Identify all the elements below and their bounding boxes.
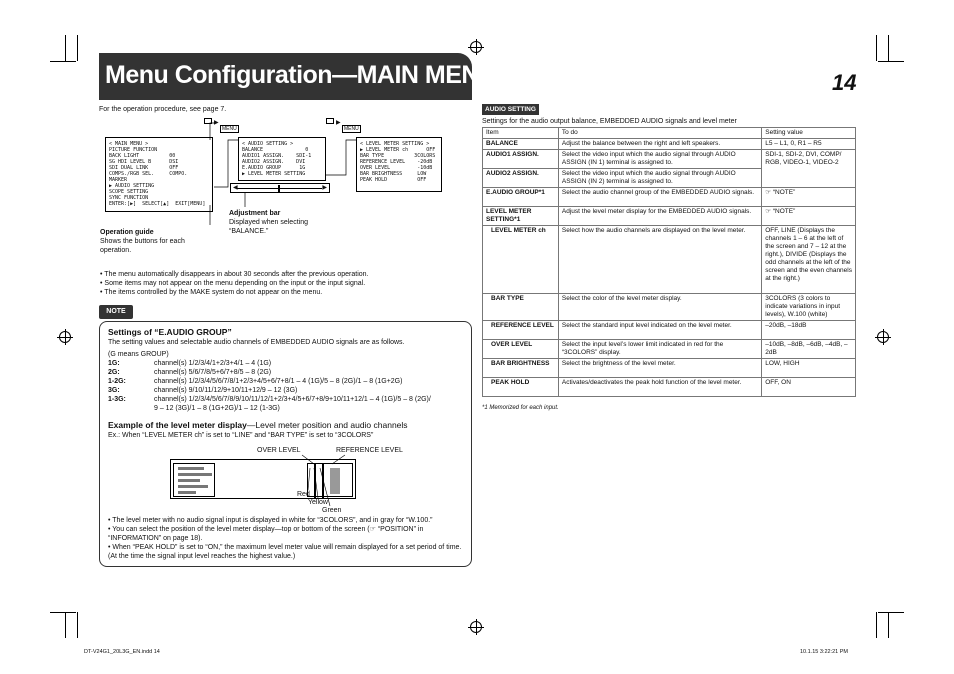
menu-line: ▶ LEVEL METER SETTING [242, 171, 306, 177]
adjustment-bar-title: Adjustment bar [229, 210, 281, 217]
cell-value: L5 – L1, 0, R1 – R5 [762, 139, 856, 150]
menu-line: BAR BRIGHTNESS LOW [360, 171, 427, 177]
example-heading [108, 420, 468, 431]
menu-line: BALANCE 0 [242, 147, 309, 153]
menu-line: REFERENCE LEVEL -20dB [360, 159, 433, 165]
title-bar [99, 53, 555, 100]
crop-mark [878, 61, 904, 62]
menu-button-icon: ▶ MENU [324, 118, 369, 134]
menu-line: AUDIO1 ASSIGN. SDI-1 [242, 153, 312, 159]
example-subtitle: —Level meter position and audio channels [246, 420, 408, 430]
cell-todo: Select the standard input level indicated on the level meter. [558, 321, 761, 340]
cell-item: AUDIO1 ASSIGN. [483, 150, 559, 169]
footer-file: DT-V24G1_20L3G_EN.indd 14 [84, 649, 160, 655]
table-row [483, 150, 856, 169]
menu-line: OVER LEVEL -10dB [360, 165, 433, 171]
adjustment-bar: ◀ ▶ [230, 183, 330, 193]
crop-mark [878, 612, 904, 613]
menu-line: SYNC FUNCTION [109, 195, 149, 201]
table-row [483, 321, 856, 340]
group-key: 3G: [108, 387, 120, 394]
group-value: channel(s) 9/10/11/12/9+10/11+12/9 – 12 (3G) [154, 387, 298, 394]
page-number: 14 [832, 70, 857, 95]
list-item: • The menu automatically disappears in about 30 seconds after the previous operation. [100, 271, 369, 278]
menu-line: PEAK HOLD OFF [360, 177, 427, 183]
crop-mark [876, 612, 877, 638]
note-label: NOTE [99, 305, 133, 319]
cell-value: ☞ “NOTE” [762, 188, 856, 207]
menu-line: MARKER [109, 177, 128, 183]
group-key: 1-3G: [108, 396, 126, 403]
list-item: • Some items may not appear on the menu depending on the input or the input signal. [100, 280, 366, 287]
registration-mark-icon [470, 621, 482, 633]
operation-guide-desc: Shows the buttons for each operation. [100, 238, 185, 254]
crop-mark [50, 612, 76, 613]
table-row [483, 294, 856, 321]
menu-line: < LEVEL METER SETTING > [360, 141, 430, 147]
cell-value: 3COLORS (3 colors to indicate variations in input levels), W.100 (white) [762, 294, 856, 321]
g-means: (G means GROUP) [108, 351, 169, 358]
menu-line: COMPS./RGB SEL. COMPO. [109, 171, 188, 177]
list-item: • The level meter with no audio signal input is displayed in white for “3COLORS”, and in gray for “W.100.” [108, 517, 433, 524]
cell-item: LEVEL METER SETTING*1 [483, 207, 559, 226]
crop-mark [888, 612, 889, 638]
crop-mark [50, 61, 76, 62]
list-item: • When “PEAK HOLD” is set to “ON,” the maximum level meter value will remain displayed for a set period of time. (At the time the signal input level reaches the highest value.) [108, 544, 462, 560]
group-key: 1-2G: [108, 378, 126, 385]
group-row [108, 404, 468, 413]
menu-line: ▶ AUDIO SETTING [109, 183, 155, 189]
title-main: Menu Configuration—MAIN MENU [105, 61, 497, 89]
note-content [108, 327, 468, 440]
group-list [108, 359, 468, 413]
group-key [108, 404, 154, 413]
menu-line: < AUDIO SETTING > [242, 141, 294, 147]
group-value: channel(s) 1/2/3/4/1+2/3+4/1 – 4 (1G) [154, 360, 272, 367]
title-cont: (cont.) [502, 67, 555, 87]
crop-mark [888, 35, 889, 61]
group-key: 2G: [108, 369, 120, 376]
yellow-label: Yellow [308, 499, 328, 506]
cell-todo: Activates/deactivates the peak hold function of the level meter. [558, 378, 761, 397]
crop-mark [65, 612, 66, 638]
menu-line: AUDIO2 ASSIGN. DVI [242, 159, 306, 165]
adjustment-bar-desc: Displayed when selecting “BALANCE.” [229, 219, 308, 235]
footer-date: 10.1.15 3:22:21 PM [800, 649, 849, 655]
table-row [483, 359, 856, 378]
group-row [108, 359, 468, 368]
menu-line: SG HDI LEVEL B DSI [109, 159, 179, 165]
cell-value: OFF, LINE (Displays the channels 1 – 6 at the left of the screen and 7 – 12 at the right.), DIVIDE (Displays the odd channels at the left of the screen and the even channels at the right.) [762, 226, 856, 294]
group-row [108, 377, 468, 386]
group-row [108, 368, 468, 377]
header-value: Setting value [762, 128, 856, 139]
cell-item: OVER LEVEL [483, 340, 559, 359]
cell-item: BAR BRIGHTNESS [483, 359, 559, 378]
registration-mark-icon [59, 331, 71, 343]
registration-mark-icon [470, 41, 482, 53]
audio-setting-label: AUDIO SETTING [482, 104, 539, 115]
menu-line: PICTURE FUNCTION [109, 147, 158, 153]
menu-key-label: MENU [344, 126, 359, 132]
table-row [483, 207, 856, 226]
cell-todo: Select the video input which the audio signal through AUDIO ASSIGN (IN 2) terminal is assigned to. [558, 169, 761, 188]
table-row [483, 139, 856, 150]
settings-title: Settings of “E.AUDIO GROUP” [108, 327, 232, 337]
operation-guide-caption [100, 228, 200, 255]
table-row [483, 188, 856, 207]
group-value: channel(s) 1/2/3/4/5/6/7/8/1+2/3+4/5+6/7+8/1 – 4 (1G)/5 – 8 (2G)/1 – 8 (1G+2G) [154, 378, 403, 385]
list-item: • You can select the position of the level meter display—top or bottom of the screen (☞ “POSITION” in “INFORMATION” on page 18). [108, 526, 424, 542]
menu-line: SDI DUAL LINK OFF [109, 165, 179, 171]
cell-item: REFERENCE LEVEL [483, 321, 559, 340]
cell-todo: Select the audio channel group of the EMBEDDED AUDIO signals. [558, 188, 761, 207]
table-row [483, 340, 856, 359]
group-value: channel(s) 5/6/7/8/5+6/7+8/5 – 8 (2G) [154, 369, 272, 376]
header-todo: To do [558, 128, 761, 139]
audio-setting-table [482, 127, 856, 397]
page-title [105, 61, 554, 90]
audio-setting-desc: Settings for the audio output balance, EMBEDDED AUDIO signals and level meter [482, 118, 737, 125]
crop-mark [77, 35, 78, 61]
group-value: channel(s) 1/2/3/4/5/6/7/8/9/10/11/12/1+2/3+4/5+6/7+8/9+10/11+12/1 – 4 (1G)/5 – 8 (2G)/ [154, 396, 431, 403]
menu-key-label: MENU [222, 126, 237, 132]
cell-value: –20dB, –18dB [762, 321, 856, 340]
group-row [108, 395, 468, 404]
red-label: Red [297, 491, 310, 498]
reference-level-label: REFERENCE LEVEL [336, 447, 403, 454]
menu-line: BAR TYPE 3COLORS [360, 153, 436, 159]
list-item: • The items controlled by the MAKE system do not appear on the menu. [100, 289, 323, 296]
example-title: Example of the level meter display [108, 420, 247, 430]
menu-line: E.AUDIO GROUP 1G [242, 165, 306, 171]
registration-mark-icon [877, 331, 889, 343]
green-label: Green [322, 507, 342, 514]
table-row [483, 226, 856, 294]
example-desc: Ex.: When “LEVEL METER ch” is set to “LINE” and “BAR TYPE” is set to “3COLORS” [108, 432, 374, 439]
menu-bullets [100, 270, 470, 297]
cell-value: ☞ “NOTE” [762, 207, 856, 226]
cell-todo: Select the brightness of the level meter. [558, 359, 761, 378]
operation-guide-title: Operation guide [100, 229, 154, 236]
cell-value: OFF, ON [762, 378, 856, 397]
cell-todo: Adjust the level meter display for the EMBEDDED AUDIO signals. [558, 207, 761, 226]
table-body [483, 139, 856, 397]
table-header-row [483, 128, 856, 139]
cell-todo: Select the video input which the audio signal through AUDIO ASSIGN (IN 1) terminal is assigned to. [558, 150, 761, 169]
cell-item: LEVEL METER ch [483, 226, 559, 294]
menu-line: SCOPE SETTING [109, 189, 149, 195]
group-key: 1G: [108, 360, 120, 367]
group-row [108, 386, 468, 395]
cell-item: AUDIO2 ASSIGN. [483, 169, 559, 188]
cell-value: SDI-1, SDI-2, DVI, COMP/ RGB, VIDEO-1, VIDEO-2 [762, 150, 856, 188]
over-level-label: OVER LEVEL [257, 447, 301, 454]
adjustment-bar-caption [229, 209, 329, 236]
cell-item: BAR TYPE [483, 294, 559, 321]
cell-value: LOW, HIGH [762, 359, 856, 378]
crop-mark [77, 612, 78, 638]
crop-mark [876, 35, 877, 61]
cell-item: PEAK HOLD [483, 378, 559, 397]
cell-value: –10dB, –8dB, –6dB, –4dB, –2dB [762, 340, 856, 359]
menu-line: ▶ LEVEL METER ch OFF [360, 147, 436, 153]
cell-item: BALANCE [483, 139, 559, 150]
crop-mark [65, 35, 66, 61]
cell-todo: Select how the audio channels are displayed on the level meter. [558, 226, 761, 294]
footnote: *1 Memorized for each input. [482, 405, 559, 411]
table-row [483, 378, 856, 397]
left-meter [173, 463, 215, 497]
settings-desc: The setting values and selectable audio channels of EMBEDDED AUDIO signals are as follows. [108, 339, 405, 346]
note-bullets [108, 516, 466, 561]
group-value: 9 – 12 (3G)/1 – 8 (1G+2G)/1 – 12 (1-3G) [154, 405, 280, 412]
intro-text: For the operation procedure, see page 7. [99, 106, 227, 113]
cell-todo: Select the input level’s lower limit indicated in red for the “3COLORS” display. [558, 340, 761, 359]
menu-line: ENTER:[▶] SELECT[▲] EXIT[MENU] [109, 201, 206, 207]
menu-button-icon: ▶ MENU [200, 118, 245, 134]
menu-line: BACK LIGHT 00 [109, 153, 176, 159]
header-item: Item [483, 128, 559, 139]
cell-todo: Adjust the balance between the right and left speakers. [558, 139, 761, 150]
cell-item: E.AUDIO GROUP*1 [483, 188, 559, 207]
menu-line: < MAIN MENU > [109, 141, 149, 147]
cell-todo: Select the color of the level meter display. [558, 294, 761, 321]
level-meter-callout-lines [290, 452, 370, 512]
